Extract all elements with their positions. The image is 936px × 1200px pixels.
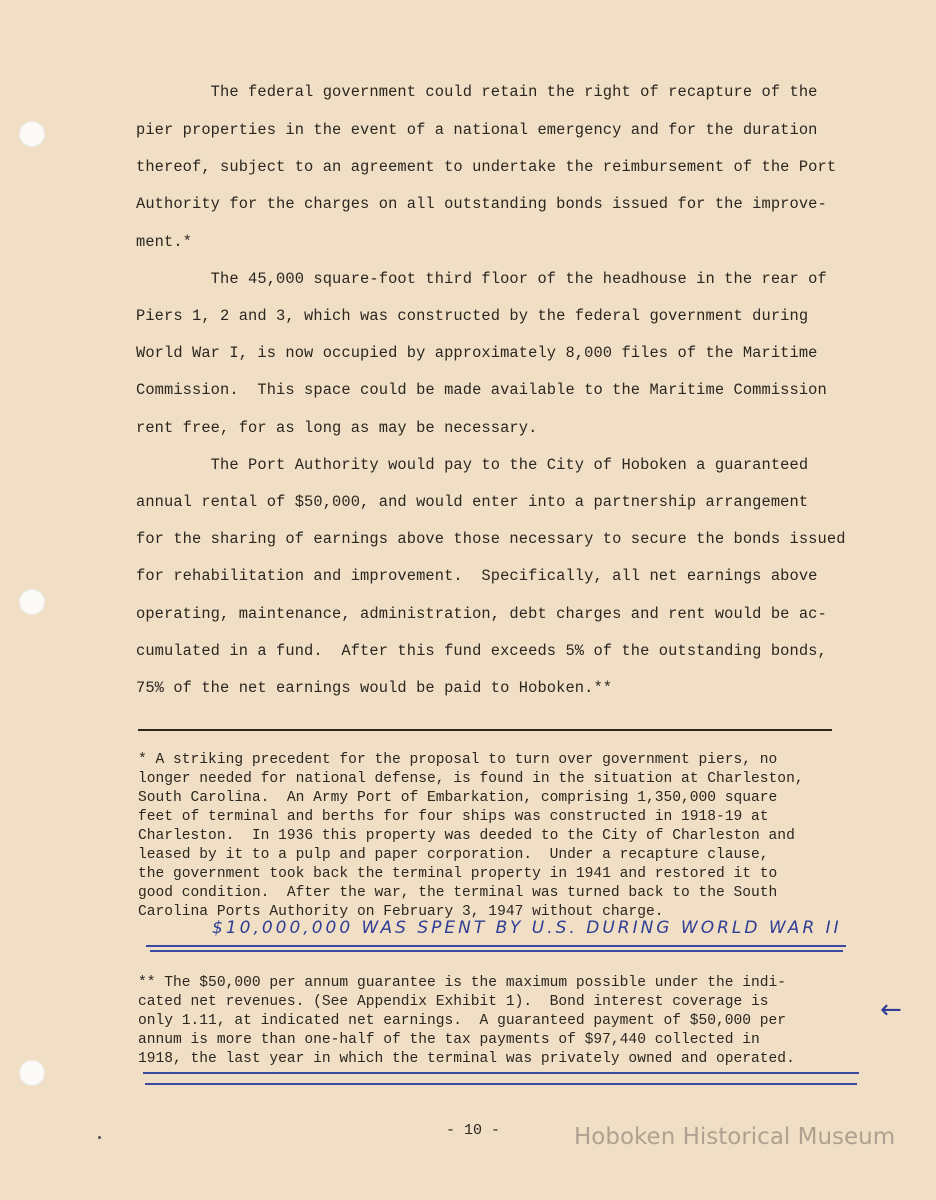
footnote-line: Charleston. In 1936 this property was deeded to the City of Charleston and	[138, 828, 795, 844]
body-line: World War I, is now occupied by approximately 8,000 files of the Maritime	[136, 344, 818, 362]
body-line: rent free, for as long as may be necessary.	[136, 419, 538, 437]
body-line: operating, maintenance, administration, debt charges and rent would be ac-	[136, 605, 827, 623]
footnote-line: 1918, the last year in which the terminal was privately owned and operated.	[138, 1051, 795, 1067]
binder-hole	[19, 589, 45, 615]
footnote-divider	[138, 729, 832, 731]
footnote-line: South Carolina. An Army Port of Embarkation, comprising 1,350,000 square	[138, 790, 778, 806]
footnote-line: * A striking precedent for the proposal to turn over government piers, no	[138, 752, 778, 768]
body-line: annual rental of $50,000, and would enter into a partnership arrangement	[136, 493, 809, 511]
footnote-line: leased by it to a pulp and paper corporation. Under a recapture clause,	[138, 847, 769, 863]
watermark: Hoboken Historical Museum	[574, 1124, 896, 1150]
ink-dot	[98, 1136, 101, 1139]
handwritten-note: $10,000,000 WAS SPENT BY U.S. DURING WORLD WAR II	[212, 918, 842, 938]
blue-rule	[143, 1072, 859, 1074]
body-line: thereof, subject to an agreement to undertake the reimbursement of the Port	[136, 158, 837, 176]
body-line: Commission. This space could be made available to the Maritime Commission	[136, 381, 827, 399]
body-line: The federal government could retain the right of recapture of the	[136, 83, 818, 101]
body-line: ment.*	[136, 233, 193, 251]
body-line: cumulated in a fund. After this fund exceeds 5% of the outstanding bonds,	[136, 642, 827, 660]
body-line: Authority for the charges on all outstanding bonds issued for the improve-	[136, 195, 827, 213]
footnote-line: good condition. After the war, the terminal was turned back to the South	[138, 885, 778, 901]
footnote-line: only 1.11, at indicated net earnings. A guaranteed payment of $50,000 per	[138, 1013, 787, 1029]
body-line: The Port Authority would pay to the City of Hoboken a guaranteed	[136, 456, 809, 474]
blue-rule	[145, 1083, 857, 1085]
body-line: pier properties in the event of a national emergency and for the duration	[136, 121, 818, 139]
binder-hole	[19, 121, 45, 147]
footnote-line: ** The $50,000 per annum guarantee is the maximum possible under the indi-	[138, 975, 787, 991]
footnote-line: Carolina Ports Authority on February 3, 1947 without charge.	[138, 904, 664, 920]
footnote-line: feet of terminal and berths for four ships was constructed in 1918-19 at	[138, 809, 769, 825]
page-number: - 10 -	[446, 1122, 501, 1139]
footnote-line: the government took back the terminal property in 1941 and restored it to	[138, 866, 778, 882]
body-line: for rehabilitation and improvement. Specifically, all net earnings above	[136, 567, 818, 585]
body-line: 75% of the net earnings would be paid to Hoboken.**	[136, 679, 613, 697]
arrow-left-icon: ←	[880, 995, 902, 1025]
body-line: Piers 1, 2 and 3, which was constructed by the federal government during	[136, 307, 809, 325]
footnote-line: annum is more than one-half of the tax payments of $97,440 collected in	[138, 1032, 760, 1048]
footnote-line: longer needed for national defense, is found in the situation at Charleston,	[138, 771, 804, 787]
blue-rule	[146, 945, 846, 947]
blue-rule	[150, 950, 843, 952]
body-line: The 45,000 square-foot third floor of the headhouse in the rear of	[136, 270, 827, 288]
body-line: for the sharing of earnings above those necessary to secure the bonds issued	[136, 530, 846, 548]
binder-hole	[19, 1060, 45, 1086]
footnote-line: cated net revenues. (See Appendix Exhibit 1). Bond interest coverage is	[138, 994, 769, 1010]
